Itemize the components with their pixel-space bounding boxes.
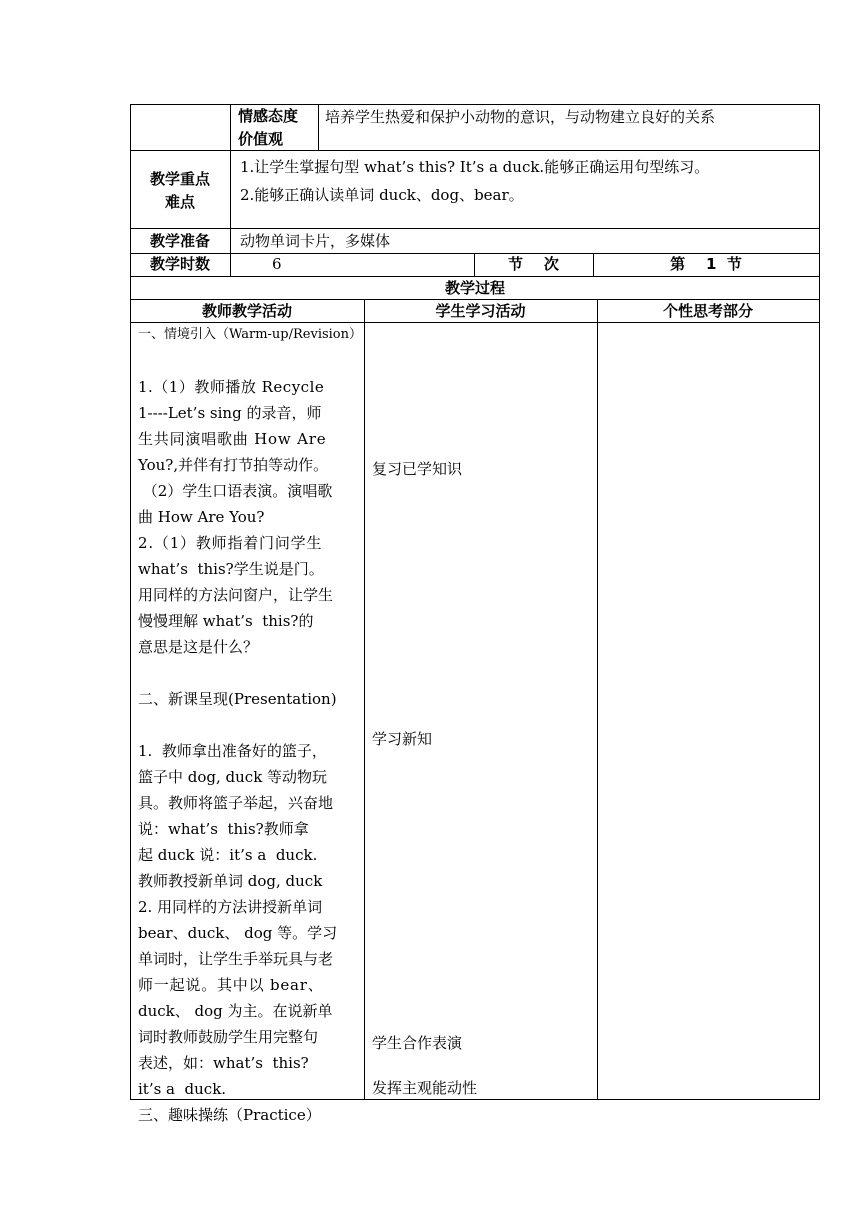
- emotion-content: 培养学生热爱和保护小动物的意识，与动物建立良好的关系: [325, 108, 716, 126]
- teacher-line: 意思是这是什么？: [138, 638, 259, 656]
- teacher-activity-column: [138, 322, 363, 1128]
- row2-divider: [230, 150, 231, 228]
- teacher-line: 单词时，让学生手举玩具与老: [138, 950, 334, 968]
- col-divider-1: [364, 299, 365, 1100]
- student-note-learn-new: 学习新知: [372, 730, 433, 748]
- teacher-line: bear、duck、 dog 等。学习: [138, 924, 338, 942]
- teacher-line: 1----Let’s sing 的录音，师: [138, 404, 322, 422]
- teacher-line: You?,并伴有打节拍等动作。: [138, 456, 329, 474]
- teacher-line: what’s this?学生说是门。: [138, 560, 324, 578]
- teacher-line: 二、新课呈现(Presentation): [138, 690, 337, 708]
- teacher-line: 生共同演唱歌曲 How Are: [138, 430, 327, 448]
- teacher-line: 教师教授新单词 dog, duck: [138, 872, 323, 890]
- section-label: 节 次: [508, 255, 559, 273]
- teacher-line: 用同样的方法问窗户，让学生: [138, 586, 334, 604]
- prep-content: 动物单词卡片，多媒体: [240, 232, 391, 250]
- key-point-item-1: 1.让学生掌握句型 what’s this? It’s a duck.能够正确运用句型练习。: [240, 158, 710, 176]
- teacher-line: 具。教师将篮子举起，兴奋地: [138, 794, 334, 812]
- table-bottom-border: [130, 1099, 820, 1100]
- teacher-line: 三、趣味操练（Practice）: [138, 1106, 321, 1124]
- student-note-review: 复习已学知识: [372, 460, 463, 478]
- teacher-line: 篮子中 dog, duck 等动物玩: [138, 768, 328, 786]
- hours-value: 6: [272, 255, 282, 273]
- hours-label: 教学时数: [149, 255, 210, 273]
- key-point-item-2: 2.能够正确认读单词 duck、dog、bear。: [240, 186, 524, 204]
- teacher-line: [138, 348, 360, 374]
- teacher-line: [138, 660, 360, 686]
- teacher-line: 1.（1）教师播放 Recycle: [138, 378, 325, 396]
- row1-divider-a: [230, 104, 231, 150]
- teacher-line: （2）学生口语表演。演唱歌: [138, 482, 333, 500]
- teacher-line: 一、情境引入（Warm-up/Revision）: [138, 327, 363, 342]
- teacher-line: 2.（1）教师指着门问学生: [138, 534, 323, 552]
- row2-top-border: [130, 150, 820, 151]
- teacher-line: 表述，如：what’s this?: [138, 1054, 309, 1072]
- key-points-label-line1: 教学重点: [149, 170, 210, 188]
- header-student: 学生学习活动: [435, 302, 526, 320]
- emotion-label-line2: 价值观: [238, 130, 284, 148]
- row3-divider: [230, 228, 231, 276]
- col-divider-2: [597, 299, 598, 1100]
- teacher-line: 慢慢理解 what’s this?的: [138, 612, 314, 630]
- header-teacher: 教师教学活动: [201, 302, 292, 320]
- section-value: 第 1 节: [670, 255, 742, 273]
- prep-label: 教学准备: [149, 232, 210, 250]
- student-note-initiative: 发挥主观能动性: [372, 1079, 478, 1097]
- row1-divider-b: [318, 104, 319, 150]
- teacher-line: [138, 712, 360, 738]
- teacher-line: 1. 教师拿出准备好的篮子，: [138, 742, 327, 760]
- teacher-line: 说：what’s this?教师拿: [138, 820, 309, 838]
- teacher-line: 词时教师鼓励学生用完整句: [138, 1028, 319, 1046]
- header-thinking: 个性思考部分: [662, 302, 753, 320]
- teacher-line: 师一起说。其中以 bear、: [138, 976, 324, 994]
- teacher-line: it’s a duck.: [138, 1080, 227, 1098]
- teacher-line: duck、 dog 为主。在说新单: [138, 1002, 333, 1020]
- student-note-cooperate: 学生合作表演: [372, 1034, 463, 1052]
- emotion-label-line1: 情感态度: [238, 107, 299, 125]
- teacher-line: 起 duck 说：it’s a duck.: [138, 846, 318, 864]
- row3-top-border: [130, 228, 820, 229]
- process-title: 教学过程: [444, 279, 505, 297]
- teacher-line: 曲 How Are You?: [138, 508, 265, 526]
- teacher-line: 2. 用同样的方法讲授新单词: [138, 898, 323, 916]
- key-points-label-line2: 难点: [164, 193, 195, 211]
